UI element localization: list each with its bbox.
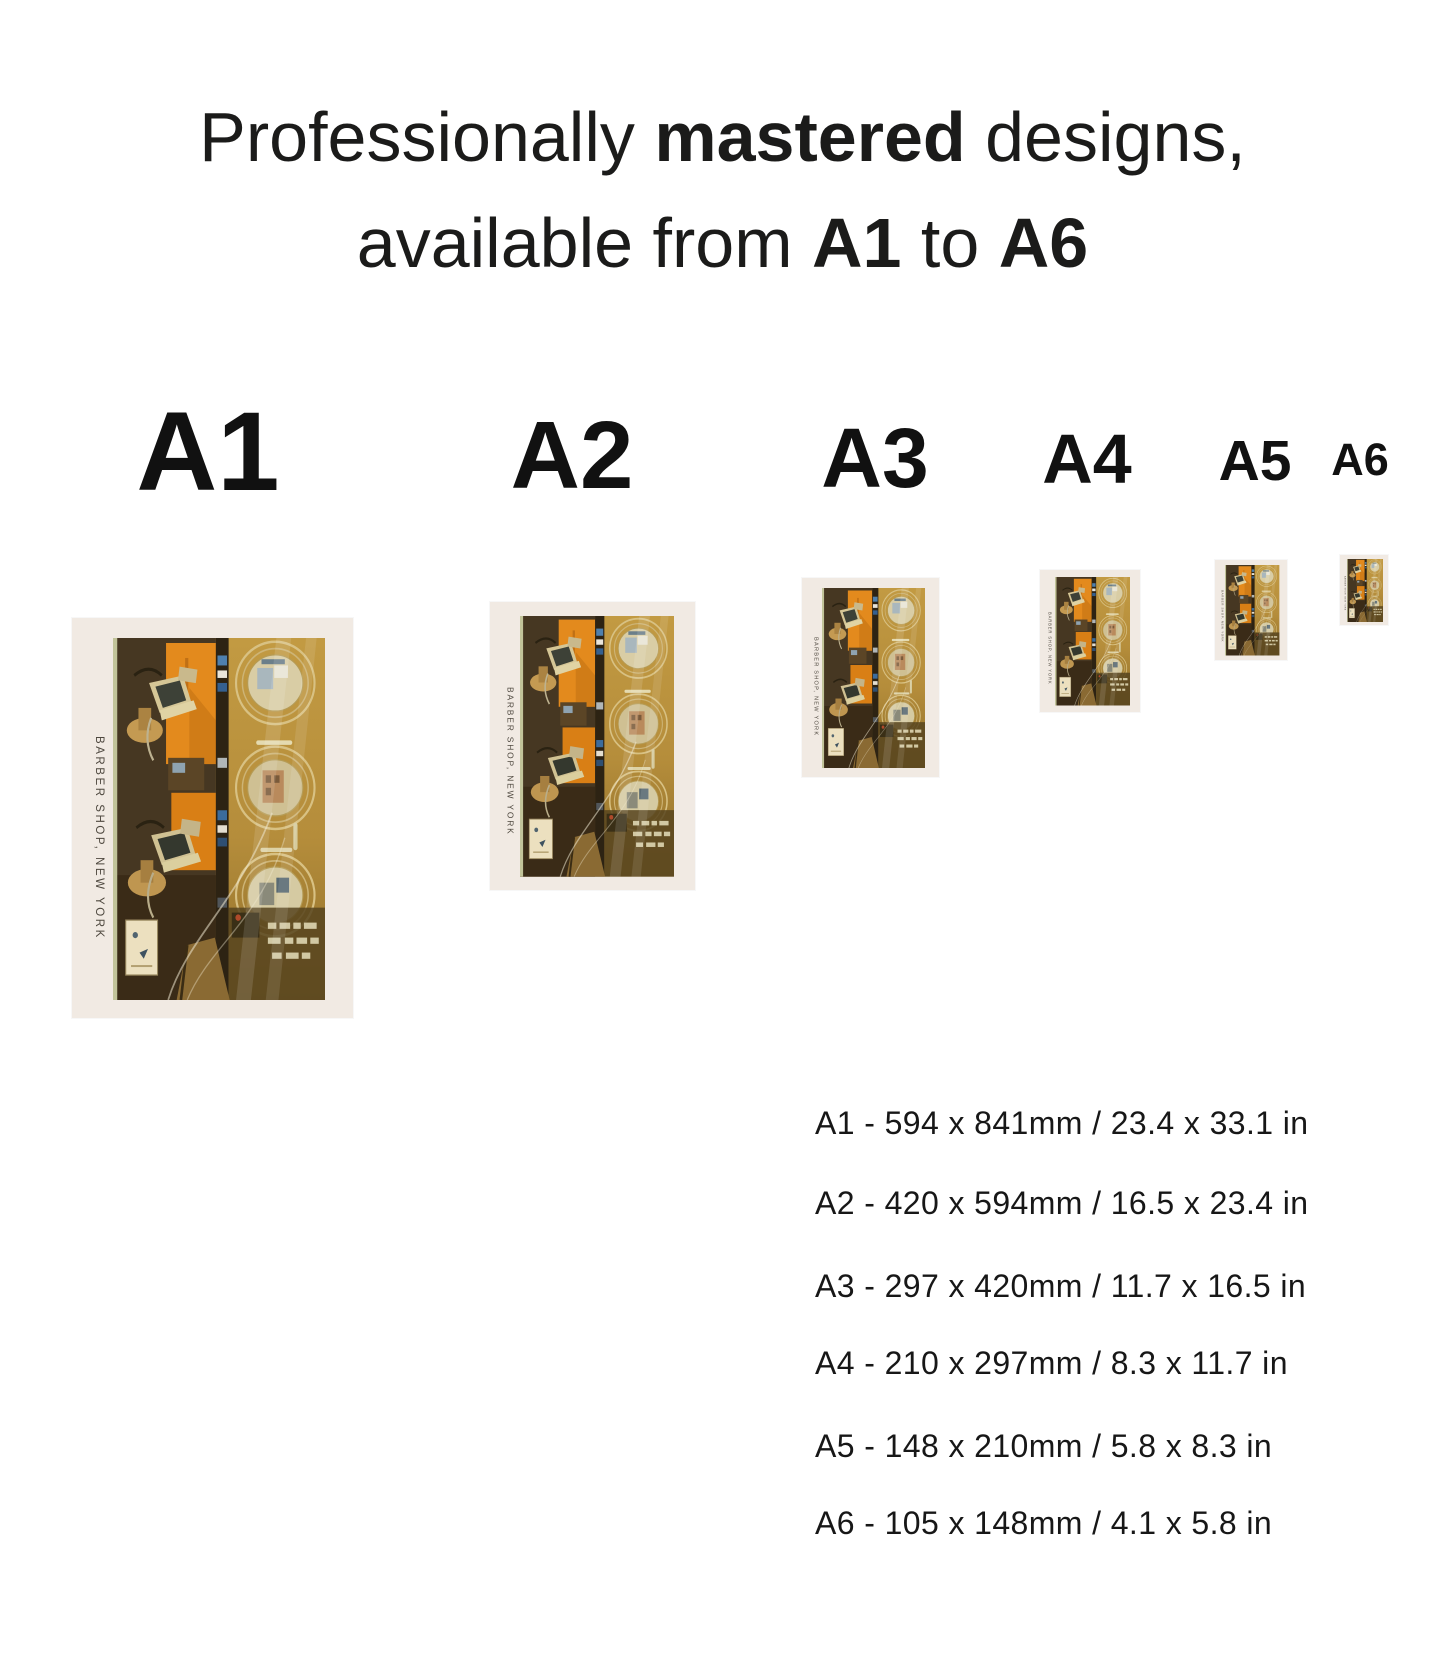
poster-caption-text: BARBER SHOP, NEW YORK — [505, 686, 516, 836]
barber-shop-photo-illustration — [520, 616, 675, 877]
size-list-row-a4: A4 - 210 x 297mm / 8.3 x 11.7 in — [815, 1345, 1288, 1381]
size-list-row-a6: A6 - 105 x 148mm / 4.1 x 5.8 in — [815, 1505, 1273, 1541]
poster-caption-text: BARBER SHOP, NEW YORK — [1220, 589, 1225, 642]
poster-a5 — [1215, 560, 1287, 660]
poster-a3 — [802, 578, 939, 777]
poster-caption-text: BARBER SHOP, NEW YORK — [1047, 611, 1053, 685]
size-label-a3: A3 — [821, 411, 929, 505]
headline — [0, 84, 1445, 296]
size-label-a2: A2 — [510, 402, 634, 509]
barber-shop-photo-illustration — [1347, 559, 1383, 622]
poster-a1 — [72, 618, 353, 1018]
poster-a4 — [1040, 570, 1140, 712]
size-label-a4: A4 — [1042, 420, 1132, 498]
headline-bold-text: mastered — [654, 98, 966, 176]
poster-a6 — [1340, 555, 1388, 625]
barber-shop-photo-illustration — [113, 638, 325, 1000]
size-list-row-a2: A2 - 420 x 594mm / 16.5 x 23.4 in — [815, 1185, 1309, 1221]
headline-bold-text: A1 — [811, 204, 902, 282]
headline-line-2 — [0, 190, 1445, 296]
size-list-row-a3: A3 - 297 x 420mm / 11.7 x 16.5 in — [815, 1268, 1307, 1304]
size-list-row-a1: A1 - 594 x 841mm / 23.4 x 33.1 in — [815, 1105, 1309, 1141]
poster-a2 — [490, 602, 695, 890]
headline-text: available from — [356, 204, 812, 282]
barber-shop-photo-illustration — [822, 588, 925, 768]
poster-caption-text: BARBER SHOP, NEW YORK — [1343, 575, 1346, 611]
headline-text: Professionally — [199, 98, 655, 176]
barber-shop-photo-illustration — [1225, 565, 1279, 656]
barber-shop-photo-illustration — [1055, 577, 1131, 706]
headline-text: to — [901, 204, 999, 282]
size-list-row-a5: A5 - 148 x 210mm / 5.8 x 8.3 in — [815, 1428, 1273, 1464]
poster-caption-text: BARBER SHOP, NEW YORK — [812, 636, 819, 737]
size-label-a1: A1 — [136, 389, 280, 514]
poster-caption-text: BARBER SHOP, NEW YORK — [93, 736, 106, 940]
size-label-a5: A5 — [1218, 429, 1292, 493]
size-label-a6: A6 — [1331, 434, 1389, 485]
headline-bold-text: A6 — [998, 204, 1089, 282]
headline-text: designs, — [965, 98, 1246, 176]
headline-line-1 — [0, 84, 1445, 190]
